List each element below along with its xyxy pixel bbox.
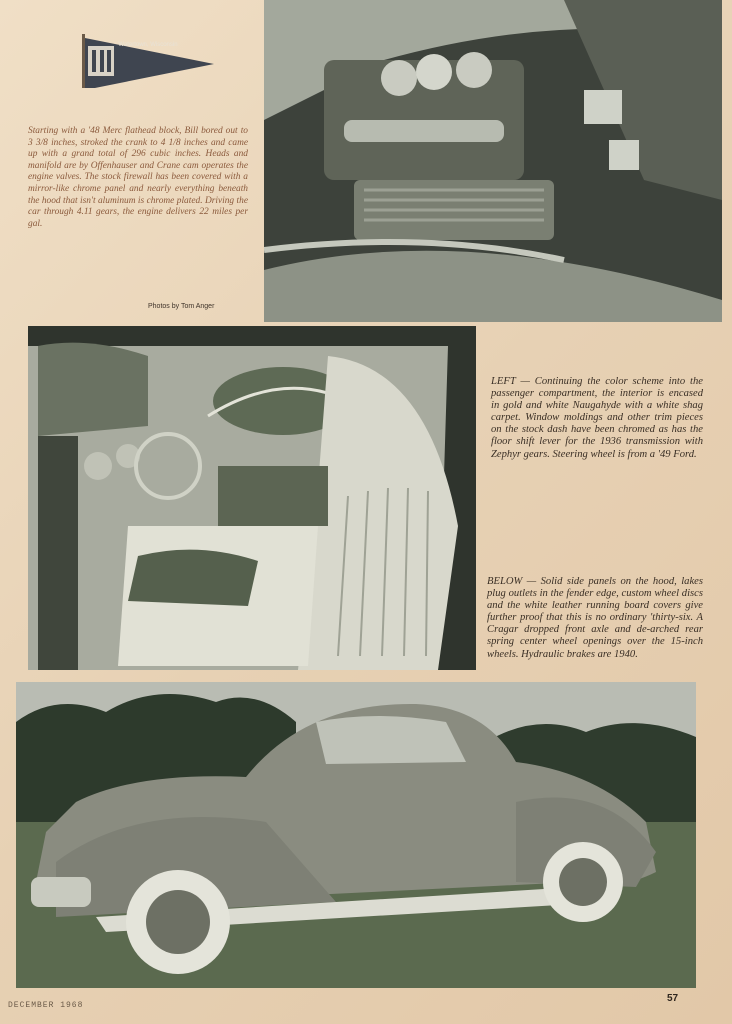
caption-left: LEFT — Continuing the color scheme into the passenger compartment, the interior is encased in gold and white Naugahyde with a white shag carpet. Window moldings and other trim pieces on the stock dash have been chromed as has the floor shift lever for the 1936 transmission with Zephyr gears. Steering wheel is from a '49 Ford. [491,376,703,460]
issue-date: DECEMBER 1968 [8,1001,84,1010]
photo-credit: Photos by Tom Anger [148,303,215,310]
pennant-logo [82,28,222,88]
page-number: 57 [667,993,679,1004]
car-photo [16,682,696,988]
engine-photo [264,0,722,322]
pennant-text: Watertown, Wisconsin [118,42,178,48]
caption-below: BELOW — Solid side panels on the hood, lakes plug outlets in the fender edge, custom wheel discs and the white leather running board covers give further proof that this is no ordinary 'thirty-six. A Cragar dropped front axle and de-arched rear spring center wheel openings over the 15-inch wheels. Hydraulic brakes are 1940. [487,576,703,660]
engine-caption: Starting with a '48 Merc flathead block, Bill bored out to 3 3/8 inches, stroked the crank to 4 1/8 inches and came up with a grand total of 296 cubic inches. Heads and manifold are by Offenhauser and Crane cam operates the engine valves. The stock firewall has been covered with a mirror-like chrome panel and nearly everything beneath the hood that isn't aluminum is chrome plated. Driving the car through 4.11 gears, the engine delivers 22 miles per gal. [28,126,248,229]
interior-photo [28,326,476,670]
